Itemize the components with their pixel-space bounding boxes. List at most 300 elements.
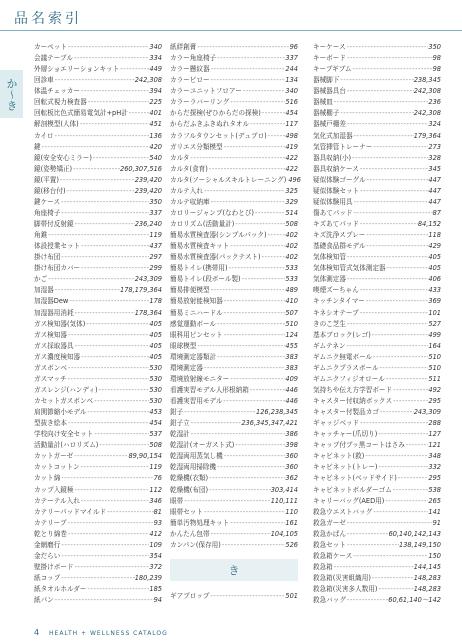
- entry-pages: 453: [149, 408, 162, 417]
- leader-dots: [203, 363, 285, 374]
- entry-pages: 124: [285, 330, 298, 339]
- index-entry[interactable]: [34, 496, 162, 507]
- index-entry[interactable]: [170, 440, 298, 451]
- index-entry[interactable]: [313, 241, 441, 252]
- entry-term: 器械皿: [313, 98, 333, 107]
- entry-pages: 446: [285, 397, 298, 405]
- entry-pages: 295: [428, 397, 441, 405]
- leader-dots: [365, 241, 428, 252]
- index-entry[interactable]: [313, 285, 441, 296]
- index-entry[interactable]: [34, 175, 162, 186]
- index-entry[interactable]: [170, 131, 298, 142]
- leader-dots: [67, 518, 154, 529]
- index-entry[interactable]: [170, 451, 298, 462]
- index-entry[interactable]: [34, 308, 162, 319]
- index-entry[interactable]: [34, 219, 162, 230]
- index-entry[interactable]: [34, 142, 162, 153]
- index-entry[interactable]: [170, 175, 301, 186]
- index-entry[interactable]: [34, 407, 162, 418]
- index-entry[interactable]: [313, 274, 441, 285]
- index-entry[interactable]: [170, 385, 298, 396]
- leader-dots: [93, 396, 149, 407]
- leader-dots: [392, 396, 428, 407]
- entry-term: 簡易放射能検知器: [170, 297, 223, 306]
- entry-term: 救急箱(災害組織用): [313, 574, 371, 582]
- page-number: 4: [34, 628, 41, 637]
- index-entry[interactable]: [170, 119, 298, 130]
- index-entry[interactable]: [170, 53, 298, 64]
- entry-term: 鉗子: [170, 408, 184, 417]
- entry-term: 解剖模型(人体): [34, 120, 79, 129]
- index-entry[interactable]: [170, 396, 298, 407]
- leader-dots: [85, 319, 149, 330]
- entry-pages: 126,238,345: [256, 408, 298, 417]
- index-entry[interactable]: [34, 352, 162, 363]
- index-entry[interactable]: [34, 274, 162, 285]
- index-entry[interactable]: [170, 97, 298, 108]
- index-entry[interactable]: [34, 418, 162, 429]
- index-entry[interactable]: [34, 186, 162, 197]
- index-entry[interactable]: [34, 131, 162, 142]
- index-entry[interactable]: [34, 374, 162, 385]
- index-entry[interactable]: [313, 341, 441, 352]
- index-entry[interactable]: [34, 584, 162, 595]
- index-entry[interactable]: [313, 186, 441, 197]
- entry-term: 活動量計(ハロリズム): [34, 441, 99, 450]
- index-entry[interactable]: [34, 396, 162, 407]
- entry-pages: 499: [428, 330, 441, 339]
- entry-term: 傷あてパッド: [313, 208, 353, 217]
- index-entry[interactable]: [34, 197, 162, 208]
- index-entry[interactable]: [313, 540, 441, 551]
- index-entry[interactable]: [170, 230, 298, 241]
- leader-dots: [54, 595, 154, 606]
- entry-term: 壁掛けボード: [34, 562, 74, 571]
- leader-dots: [79, 119, 150, 130]
- leader-dots: [222, 396, 285, 407]
- entry-term: キャビネット(ベッドサイド): [313, 474, 397, 483]
- leader-dots: [346, 53, 433, 64]
- index-entry[interactable]: [313, 97, 441, 108]
- entry-pages: 110,111: [270, 496, 298, 505]
- index-entry[interactable]: [170, 164, 298, 175]
- index-entry[interactable]: [34, 330, 162, 341]
- index-entry[interactable]: [170, 263, 298, 274]
- index-entry[interactable]: [170, 197, 298, 208]
- index-entry[interactable]: [34, 86, 162, 97]
- index-entry[interactable]: [34, 507, 162, 518]
- entry-term: 角錐: [34, 231, 48, 240]
- entry-term: ガスレンジ(ハンディ): [34, 385, 98, 394]
- entry-term: キーケース: [313, 43, 346, 51]
- index-entry[interactable]: [170, 285, 298, 296]
- entry-term: カラービロー: [170, 76, 210, 85]
- leader-dots: [66, 186, 135, 197]
- index-entry[interactable]: [313, 374, 441, 385]
- index-entry[interactable]: [34, 518, 162, 529]
- entry-term: 乾湿両用蒸気し機: [170, 452, 223, 461]
- index-entry[interactable]: [34, 462, 162, 473]
- index-entry[interactable]: [313, 473, 441, 484]
- leader-dots: [228, 263, 286, 274]
- entry-term: 疑似体験用具: [313, 197, 353, 206]
- leader-dots: [366, 175, 429, 186]
- entry-pages: 303,414: [270, 485, 298, 494]
- entry-pages: 141: [428, 507, 441, 516]
- entry-pages: 412: [149, 529, 162, 538]
- entry-pages: 150: [428, 551, 441, 560]
- entry-term: 救急かばん: [313, 529, 346, 538]
- entry-pages: 454: [149, 419, 162, 428]
- index-entry[interactable]: [313, 330, 441, 341]
- entry-term: キズあてパッド: [313, 220, 360, 228]
- entry-term: 回転式視力検査器: [34, 98, 87, 107]
- index-entry[interactable]: [313, 529, 441, 540]
- entry-term: きのこ芝生: [313, 319, 346, 328]
- entry-term: 眼帯セット: [170, 507, 203, 516]
- entry-term: 鏡(姿勢矯正): [34, 164, 73, 173]
- entry-pages: 242,308: [413, 87, 441, 96]
- index-entry[interactable]: [313, 562, 441, 573]
- entry-pages: 369: [428, 297, 441, 306]
- entry-pages: 526: [285, 540, 298, 549]
- entry-pages: 514: [285, 208, 298, 217]
- entry-term: 環境測定器: [170, 363, 203, 372]
- index-entry[interactable]: [313, 142, 441, 153]
- index-entry[interactable]: [313, 230, 441, 241]
- index-entry[interactable]: [170, 374, 298, 385]
- leader-dots: [208, 473, 285, 484]
- entry-pages: 405: [428, 253, 441, 262]
- index-entry[interactable]: [313, 153, 441, 164]
- index-entry[interactable]: [170, 407, 298, 418]
- leader-dots: [67, 418, 149, 429]
- entry-pages: 433: [428, 286, 441, 295]
- index-entry[interactable]: [34, 230, 162, 241]
- index-entry[interactable]: [34, 529, 162, 540]
- entry-pages: 422: [285, 153, 298, 162]
- index-entry[interactable]: [313, 64, 441, 75]
- entry-pages: 406: [428, 275, 441, 284]
- entry-pages: 537: [149, 430, 162, 439]
- page-footer: [34, 628, 168, 637]
- index-entry[interactable]: [170, 319, 298, 330]
- leader-dots: [372, 507, 428, 518]
- index-entry[interactable]: [170, 108, 298, 119]
- index-entry[interactable]: [170, 496, 298, 507]
- entry-term: 鏡(安全安心ミラー): [34, 153, 92, 162]
- index-entry[interactable]: [34, 285, 162, 296]
- entry-term: 乾燥機(布団): [170, 485, 209, 494]
- index-entry[interactable]: [170, 518, 298, 529]
- index-entry[interactable]: [34, 473, 162, 484]
- index-entry[interactable]: [170, 186, 298, 197]
- index-entry[interactable]: [34, 208, 162, 219]
- index-entry[interactable]: [170, 540, 298, 551]
- index-entry[interactable]: [34, 440, 162, 451]
- index-entry[interactable]: [313, 197, 441, 208]
- leader-dots: [183, 496, 271, 507]
- index-entry[interactable]: [170, 473, 298, 484]
- entry-term: キャスター付製品カゴ: [313, 408, 379, 417]
- leader-dots: [249, 385, 286, 396]
- index-entry[interactable]: [170, 241, 298, 252]
- entry-pages: 405: [149, 330, 162, 339]
- index-entry[interactable]: [34, 341, 162, 352]
- entry-term: 簡易水質検査器(パックテスト): [170, 253, 261, 262]
- entry-pages: 402: [285, 242, 298, 251]
- leader-dots: [208, 164, 286, 175]
- index-entry[interactable]: [170, 429, 298, 440]
- entry-pages: 362: [285, 474, 298, 483]
- entry-term: 気体検知管式気体測定器: [313, 264, 386, 273]
- index-entry[interactable]: [170, 153, 298, 164]
- index-entry[interactable]: [313, 119, 441, 130]
- index-entry[interactable]: [34, 263, 162, 274]
- index-entry[interactable]: [170, 308, 298, 319]
- entry-term: かんたん包帯: [170, 529, 210, 538]
- leader-dots: [128, 108, 150, 119]
- leader-dots: [60, 551, 149, 562]
- entry-term: カップ入鏡極: [34, 485, 74, 494]
- entry-term: カラフルタウンセット(デュプロ): [170, 131, 267, 140]
- entry-term: 紙絆創膏: [170, 43, 197, 51]
- entry-term: ガス検知器: [34, 330, 67, 339]
- index-entry[interactable]: [170, 485, 298, 496]
- leader-dots: [254, 208, 285, 219]
- index-entry[interactable]: [34, 153, 162, 164]
- leader-dots: [359, 285, 429, 296]
- leader-dots: [183, 407, 256, 418]
- index-entry[interactable]: [313, 584, 441, 595]
- index-entry[interactable]: [34, 108, 162, 119]
- index-entry[interactable]: [170, 507, 298, 518]
- index-entry[interactable]: [170, 363, 298, 374]
- index-entry[interactable]: [313, 108, 441, 119]
- index-entry[interactable]: [34, 385, 162, 396]
- entry-term: カーペット: [34, 43, 67, 51]
- entry-term: カルタ(食育): [170, 164, 208, 173]
- side-index-tab[interactable]: か〜き: [0, 70, 23, 118]
- leader-dots: [378, 584, 414, 595]
- index-entry[interactable]: [170, 274, 298, 285]
- index-entry[interactable]: [313, 573, 441, 584]
- index-entry[interactable]: [34, 75, 162, 86]
- index-entry[interactable]: [170, 462, 298, 473]
- index-entry[interactable]: [34, 540, 162, 551]
- leader-dots: [229, 374, 285, 385]
- leader-dots: [60, 573, 134, 584]
- entry-term: 角座椅子: [34, 208, 61, 217]
- index-entry[interactable]: [34, 485, 162, 496]
- leader-dots: [333, 562, 414, 573]
- entry-term: 器具収納(小): [313, 153, 352, 162]
- leader-dots: [190, 429, 286, 440]
- index-entry[interactable]: [170, 330, 298, 341]
- index-entry[interactable]: [313, 385, 441, 396]
- index-entry[interactable]: [34, 319, 162, 330]
- index-entry[interactable]: [34, 429, 162, 440]
- index-entry[interactable]: [313, 42, 441, 53]
- index-entry[interactable]: [34, 551, 162, 562]
- entry-term: ガス採取器具: [34, 341, 74, 350]
- index-entry[interactable]: [313, 462, 441, 473]
- index-entry[interactable]: [313, 263, 441, 274]
- index-entry[interactable]: [170, 529, 298, 540]
- index-entry[interactable]: [313, 296, 441, 307]
- index-entry[interactable]: [34, 296, 162, 307]
- index-entry[interactable]: [313, 518, 441, 529]
- leader-dots: [234, 219, 285, 230]
- index-entry[interactable]: [34, 241, 162, 252]
- leader-dots: [371, 573, 414, 584]
- index-entry[interactable]: [313, 53, 441, 64]
- leader-dots: [60, 208, 149, 219]
- entry-pages: 489: [285, 286, 298, 295]
- index-entry[interactable]: [313, 308, 441, 319]
- entry-term: カット綿: [34, 474, 61, 483]
- entry-term: 乾湿計: [170, 430, 190, 439]
- entry-pages: 429: [428, 242, 441, 251]
- index-entry[interactable]: [170, 86, 298, 97]
- leader-dots: [67, 374, 150, 385]
- leader-dots: [60, 540, 149, 551]
- index-entry[interactable]: [34, 97, 162, 108]
- index-entry[interactable]: [313, 507, 441, 518]
- index-entry[interactable]: [170, 341, 298, 352]
- leader-dots: [60, 252, 149, 263]
- index-entry[interactable]: [34, 164, 162, 175]
- entry-term: 喫煙ズーちゃん: [313, 286, 359, 295]
- entry-pages: 60,140,142,143: [388, 529, 441, 538]
- entry-pages: 236,345,347,421: [241, 419, 298, 428]
- entry-pages: 185: [149, 585, 162, 594]
- entry-pages: 242,308: [134, 76, 162, 85]
- index-entry[interactable]: [34, 252, 162, 263]
- leader-dots: [80, 496, 150, 507]
- index-entry[interactable]: [170, 42, 298, 53]
- entry-term: 型抜き絵本: [34, 419, 67, 428]
- leader-dots: [210, 64, 286, 75]
- entry-pages: 94: [153, 596, 162, 605]
- entry-term: 疑似体験セット: [313, 186, 360, 195]
- index-entry[interactable]: [34, 64, 162, 75]
- index-entry[interactable]: [313, 75, 441, 86]
- entry-pages: 446: [285, 385, 298, 394]
- leader-dots: [346, 319, 428, 330]
- entry-term: 体温チェッカー: [34, 87, 80, 96]
- leader-dots: [359, 308, 429, 319]
- entry-term: 救急セット: [313, 540, 346, 549]
- index-entry[interactable]: [313, 396, 441, 407]
- index-entry[interactable]: [170, 352, 298, 363]
- index-entry[interactable]: [34, 53, 162, 64]
- index-entry[interactable]: [170, 208, 298, 219]
- entry-term: 気化式加湿器: [313, 131, 353, 140]
- entry-pages: 533: [285, 275, 298, 284]
- entry-term: カロリズム(活動量計): [170, 220, 235, 228]
- entry-pages: 538: [428, 485, 441, 494]
- index-entry[interactable]: [34, 573, 162, 584]
- index-entry[interactable]: [34, 363, 162, 374]
- leader-dots: [216, 53, 285, 64]
- index-entry[interactable]: [313, 175, 441, 186]
- index-entry[interactable]: [170, 142, 298, 153]
- index-entry[interactable]: [170, 75, 298, 86]
- index-entry[interactable]: [313, 551, 441, 562]
- entry-pages: 405: [428, 264, 441, 273]
- leader-dots: [67, 42, 149, 53]
- entry-pages: 60,61,140〜142: [388, 596, 441, 605]
- entry-term: 回転板比色式簡易電気計+pH計: [34, 109, 128, 118]
- entry-term: 基礎食品群モデル: [313, 242, 366, 251]
- index-entry[interactable]: [170, 219, 298, 230]
- index-entry[interactable]: [313, 131, 441, 142]
- leader-dots: [249, 119, 285, 130]
- index-entry[interactable]: [34, 42, 162, 53]
- index-entry[interactable]: [34, 119, 162, 130]
- leader-dots: [98, 385, 150, 396]
- index-entry[interactable]: [170, 296, 298, 307]
- entry-pages: 420: [149, 142, 162, 151]
- entry-pages: 161: [285, 518, 298, 527]
- catalog-name: HEALTH + WELLNESS CATALOG: [49, 630, 168, 637]
- index-entry[interactable]: [313, 429, 441, 440]
- index-entry[interactable]: [34, 595, 162, 606]
- index-entry[interactable]: [313, 319, 441, 330]
- index-entry[interactable]: [313, 208, 441, 219]
- index-entry[interactable]: [313, 164, 441, 175]
- entry-term: 簡易トイレ(段ボール製): [170, 275, 241, 284]
- leader-dots: [365, 230, 428, 241]
- entry-pages: 180,239: [134, 574, 162, 582]
- index-entry[interactable]: [34, 451, 162, 462]
- index-entry[interactable]: [170, 418, 298, 429]
- leader-dots: [216, 462, 285, 473]
- entry-pages: 372: [149, 562, 162, 571]
- index-entry[interactable]: [313, 451, 441, 462]
- leader-dots: [372, 142, 428, 153]
- index-entry[interactable]: [313, 485, 441, 496]
- entry-pages: 447: [428, 186, 441, 195]
- index-entry[interactable]: [313, 219, 441, 230]
- index-entry[interactable]: [313, 496, 441, 507]
- index-entry[interactable]: [313, 352, 441, 363]
- index-entry[interactable]: [313, 418, 441, 429]
- index-entry[interactable]: [170, 64, 298, 75]
- entry-term: 簡易水質検査キット: [170, 242, 230, 251]
- index-entry[interactable]: [313, 363, 441, 374]
- index-entry[interactable]: [34, 562, 162, 573]
- leader-dots: [67, 363, 149, 374]
- index-entry[interactable]: [313, 595, 441, 606]
- entry-term: ガス検知器(気体): [34, 319, 86, 328]
- index-entry[interactable]: [313, 440, 441, 451]
- leader-dots: [377, 429, 428, 440]
- leader-dots: [351, 153, 428, 164]
- index-entry[interactable]: [313, 86, 441, 97]
- index-entry[interactable]: [170, 591, 298, 602]
- entry-term: 学校向け安全セット: [34, 430, 94, 439]
- leader-dots: [196, 42, 289, 53]
- entry-term: 加湿器: [34, 286, 54, 295]
- entry-term: カルテ収納庫: [170, 197, 210, 206]
- index-entry[interactable]: [170, 252, 298, 263]
- entry-pages: 496: [288, 175, 301, 184]
- leader-dots: [73, 451, 128, 462]
- index-entry[interactable]: [313, 407, 441, 418]
- index-entry[interactable]: [313, 252, 441, 263]
